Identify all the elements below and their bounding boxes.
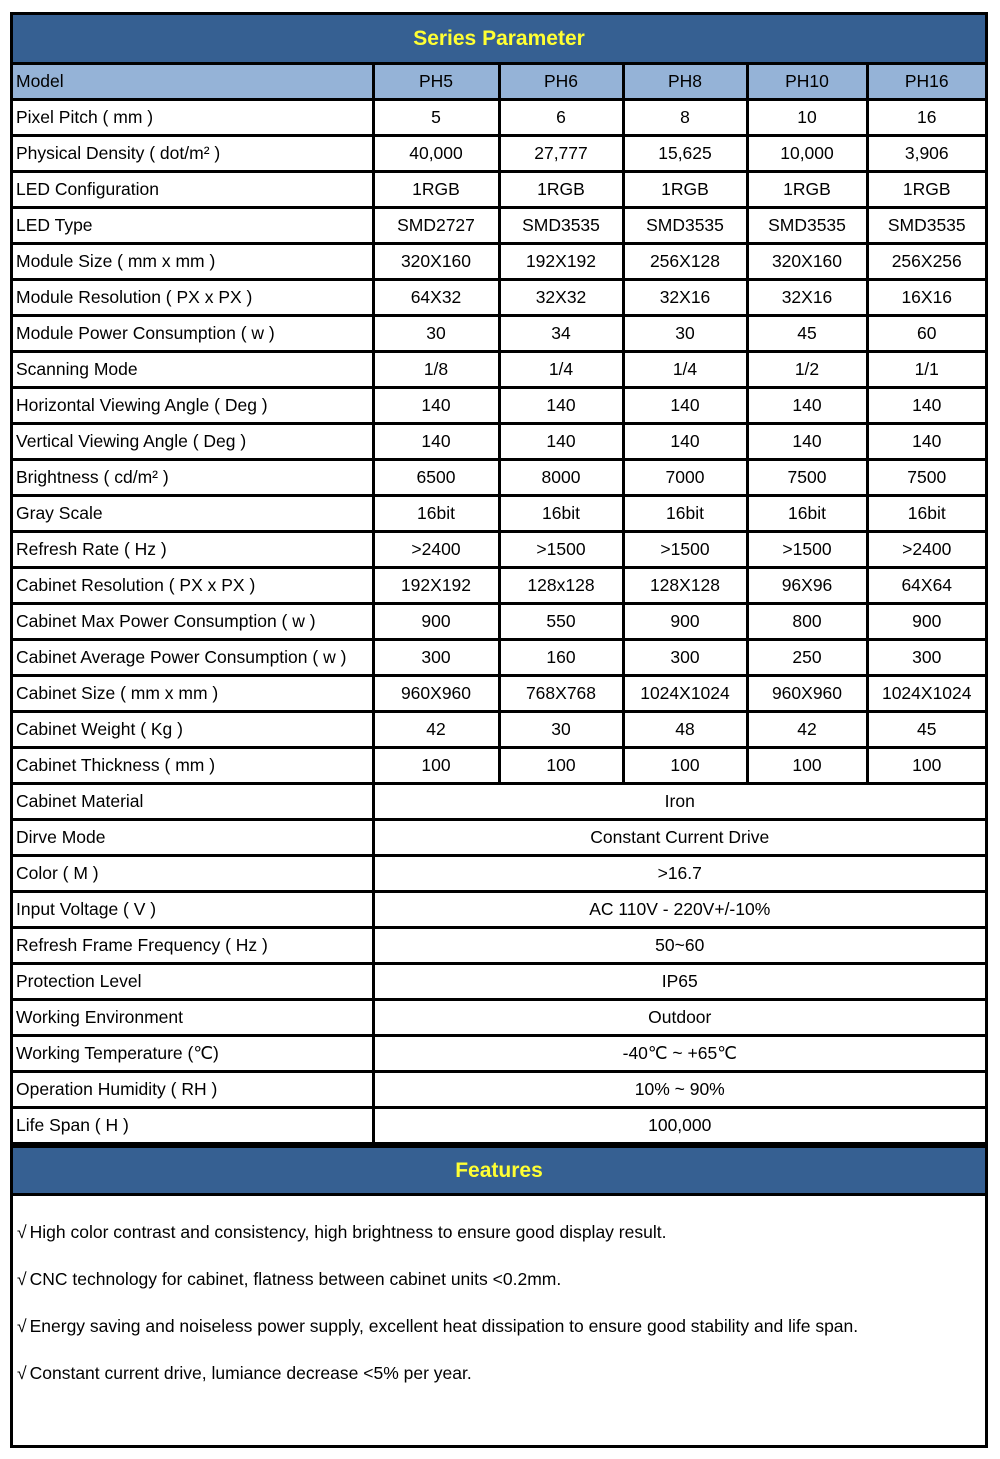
- parameter-value: 100: [747, 748, 867, 784]
- parameter-label: Working Temperature (℃): [13, 1036, 373, 1072]
- parameter-value-shared: Constant Current Drive: [373, 820, 985, 856]
- feature-item: [17, 1220, 985, 1267]
- parameter-label: Cabinet Weight ( Kg ): [13, 712, 373, 748]
- parameter-value: 1RGB: [747, 172, 867, 208]
- parameter-label: Pixel Pitch ( mm ): [13, 100, 373, 136]
- checkmark-icon: √: [17, 1269, 27, 1289]
- spec-sheet: [10, 12, 988, 1448]
- parameter-value: 3,906: [867, 136, 985, 172]
- parameter-value-shared: IP65: [373, 964, 985, 1000]
- feature-item: [17, 1314, 985, 1361]
- parameter-value: 10: [747, 100, 867, 136]
- parameter-table-body: [13, 65, 985, 1144]
- feature-text: High color contrast and consistency, high brightness to ensure good display result.: [29, 1222, 667, 1242]
- parameter-value: 60: [867, 316, 985, 352]
- table-row: [13, 208, 985, 244]
- parameter-value: 900: [867, 604, 985, 640]
- parameter-value: 1024X1024: [867, 676, 985, 712]
- model-name: PH8: [623, 65, 747, 100]
- parameter-value: 5: [373, 100, 499, 136]
- parameter-value: 15,625: [623, 136, 747, 172]
- table-row-shared: [13, 892, 985, 928]
- model-name: PH5: [373, 65, 499, 100]
- parameter-value: 140: [373, 388, 499, 424]
- parameter-value-shared: Outdoor: [373, 1000, 985, 1036]
- parameter-value: SMD3535: [623, 208, 747, 244]
- parameter-value-shared: 100,000: [373, 1108, 985, 1144]
- parameter-value: 140: [623, 388, 747, 424]
- feature-item: [17, 1361, 985, 1408]
- parameter-label: Life Span ( H ): [13, 1108, 373, 1144]
- parameter-value: 100: [499, 748, 623, 784]
- table-row: [13, 604, 985, 640]
- parameter-value: 8000: [499, 460, 623, 496]
- parameter-value: 100: [867, 748, 985, 784]
- parameter-value-shared: AC 110V - 220V+/-10%: [373, 892, 985, 928]
- parameter-value: SMD3535: [747, 208, 867, 244]
- parameter-label: Module Resolution ( PX x PX ): [13, 280, 373, 316]
- parameter-value: 64X64: [867, 568, 985, 604]
- table-row-shared: [13, 1036, 985, 1072]
- parameter-value: SMD3535: [867, 208, 985, 244]
- parameter-value: 1/1: [867, 352, 985, 388]
- features-title: Features: [455, 1158, 543, 1182]
- features-header: [13, 1145, 985, 1196]
- parameter-value: 1RGB: [623, 172, 747, 208]
- checkmark-icon: √: [17, 1316, 27, 1336]
- parameter-value: 1RGB: [499, 172, 623, 208]
- parameter-value: 45: [867, 712, 985, 748]
- parameter-value-shared: -40℃ ~ +65℃: [373, 1036, 985, 1072]
- parameter-value: 900: [373, 604, 499, 640]
- parameter-value: >1500: [623, 532, 747, 568]
- parameter-value: >2400: [373, 532, 499, 568]
- parameter-value: 300: [623, 640, 747, 676]
- feature-item: [17, 1267, 985, 1314]
- parameter-value-shared: Iron: [373, 784, 985, 820]
- parameter-value: 32X16: [747, 280, 867, 316]
- model-header-row: [13, 65, 985, 100]
- parameter-label: Brightness ( cd/m² ): [13, 460, 373, 496]
- checkmark-icon: √: [17, 1363, 27, 1383]
- parameter-value: 900: [623, 604, 747, 640]
- parameter-label: LED Type: [13, 208, 373, 244]
- checkmark-icon: √: [17, 1222, 27, 1242]
- table-row: [13, 568, 985, 604]
- parameter-label: Working Environment: [13, 1000, 373, 1036]
- parameter-value: 10,000: [747, 136, 867, 172]
- parameter-value: SMD2727: [373, 208, 499, 244]
- parameter-value-shared: 50~60: [373, 928, 985, 964]
- feature-text: Energy saving and noiseless power supply, excellent heat dissipation to ensure good stability and life span.: [29, 1316, 859, 1336]
- parameter-value: 140: [747, 388, 867, 424]
- parameter-value: 7500: [747, 460, 867, 496]
- parameter-label: Gray Scale: [13, 496, 373, 532]
- parameter-label: LED Configuration: [13, 172, 373, 208]
- parameter-value-shared: 10% ~ 90%: [373, 1072, 985, 1108]
- feature-text: Constant current drive, lumiance decrease <5% per year.: [29, 1363, 472, 1383]
- parameter-value: 800: [747, 604, 867, 640]
- parameter-label: Module Power Consumption ( w ): [13, 316, 373, 352]
- parameter-value: 16bit: [623, 496, 747, 532]
- parameter-value: 140: [867, 388, 985, 424]
- parameter-value: >1500: [747, 532, 867, 568]
- parameter-value: 140: [623, 424, 747, 460]
- table-row: [13, 136, 985, 172]
- series-parameter-header: [13, 15, 985, 65]
- parameter-value: 30: [623, 316, 747, 352]
- parameter-label: Cabinet Thickness ( mm ): [13, 748, 373, 784]
- parameter-label: Horizontal Viewing Angle ( Deg ): [13, 388, 373, 424]
- parameter-label: Protection Level: [13, 964, 373, 1000]
- parameter-value: 34: [499, 316, 623, 352]
- parameter-value: 140: [747, 424, 867, 460]
- parameter-value: 100: [373, 748, 499, 784]
- parameter-label: Vertical Viewing Angle ( Deg ): [13, 424, 373, 460]
- parameter-value: 40,000: [373, 136, 499, 172]
- parameter-value: 48: [623, 712, 747, 748]
- table-row: [13, 424, 985, 460]
- parameter-value: 30: [499, 712, 623, 748]
- parameter-value: 45: [747, 316, 867, 352]
- parameter-value: 140: [499, 424, 623, 460]
- table-row-shared: [13, 928, 985, 964]
- table-row: [13, 388, 985, 424]
- parameter-value: 16: [867, 100, 985, 136]
- parameter-label: Cabinet Material: [13, 784, 373, 820]
- parameter-label: Input Voltage ( V ): [13, 892, 373, 928]
- parameter-value: 16bit: [867, 496, 985, 532]
- parameter-value: 16bit: [373, 496, 499, 532]
- parameter-label: Dirve Mode: [13, 820, 373, 856]
- table-row-shared: [13, 1108, 985, 1144]
- parameter-value: 960X960: [373, 676, 499, 712]
- table-row: [13, 172, 985, 208]
- table-row: [13, 460, 985, 496]
- table-row-shared: [13, 856, 985, 892]
- table-row: [13, 244, 985, 280]
- parameter-label: Module Size ( mm x mm ): [13, 244, 373, 280]
- parameter-value: 16bit: [747, 496, 867, 532]
- parameter-value: SMD3535: [499, 208, 623, 244]
- parameter-label: Refresh Frame Frequency ( Hz ): [13, 928, 373, 964]
- table-row-shared: [13, 784, 985, 820]
- parameter-label: Cabinet Max Power Consumption ( w ): [13, 604, 373, 640]
- parameter-label: Color ( M ): [13, 856, 373, 892]
- parameter-value: 1/2: [747, 352, 867, 388]
- parameter-value: 300: [867, 640, 985, 676]
- parameter-value: 16X16: [867, 280, 985, 316]
- parameter-value: 16bit: [499, 496, 623, 532]
- parameter-value: 7000: [623, 460, 747, 496]
- parameter-value: 6: [499, 100, 623, 136]
- parameter-value: 1RGB: [867, 172, 985, 208]
- table-row: [13, 280, 985, 316]
- parameter-value: 300: [373, 640, 499, 676]
- parameter-value: 1/4: [623, 352, 747, 388]
- features-list: [13, 1196, 985, 1408]
- parameter-value: 42: [747, 712, 867, 748]
- parameter-value: 320X160: [373, 244, 499, 280]
- parameter-value: 1/8: [373, 352, 499, 388]
- table-row: [13, 496, 985, 532]
- parameter-value: 768X768: [499, 676, 623, 712]
- table-row: [13, 748, 985, 784]
- parameter-value: 192X192: [373, 568, 499, 604]
- parameter-value: 550: [499, 604, 623, 640]
- table-row-shared: [13, 1000, 985, 1036]
- parameter-value: 256X256: [867, 244, 985, 280]
- parameter-value: 64X32: [373, 280, 499, 316]
- parameter-value: 42: [373, 712, 499, 748]
- parameter-value: 128x128: [499, 568, 623, 604]
- model-name: PH16: [867, 65, 985, 100]
- feature-text: CNC technology for cabinet, flatness between cabinet units <0.2mm.: [29, 1269, 562, 1289]
- parameter-value: 128X128: [623, 568, 747, 604]
- parameter-value: 30: [373, 316, 499, 352]
- parameter-value: 27,777: [499, 136, 623, 172]
- parameter-value: >2400: [867, 532, 985, 568]
- table-row: [13, 532, 985, 568]
- model-label: Model: [13, 65, 373, 100]
- parameter-value: 160: [499, 640, 623, 676]
- parameter-value: 96X96: [747, 568, 867, 604]
- page-title: Series Parameter: [413, 26, 585, 50]
- parameter-label: Operation Humidity ( RH ): [13, 1072, 373, 1108]
- parameter-value: 1RGB: [373, 172, 499, 208]
- parameter-value: 1/4: [499, 352, 623, 388]
- model-name: PH10: [747, 65, 867, 100]
- table-row-shared: [13, 820, 985, 856]
- parameter-value: 960X960: [747, 676, 867, 712]
- parameter-value-shared: >16.7: [373, 856, 985, 892]
- parameter-value: 192X192: [499, 244, 623, 280]
- parameter-value: 320X160: [747, 244, 867, 280]
- parameter-value: 140: [867, 424, 985, 460]
- table-row-shared: [13, 1072, 985, 1108]
- parameter-value: 256X128: [623, 244, 747, 280]
- table-row: [13, 640, 985, 676]
- parameter-table: [13, 65, 985, 1145]
- parameter-label: Cabinet Resolution ( PX x PX ): [13, 568, 373, 604]
- table-row-shared: [13, 964, 985, 1000]
- parameter-label: Cabinet Average Power Consumption ( w ): [13, 640, 373, 676]
- table-row: [13, 712, 985, 748]
- table-row: [13, 316, 985, 352]
- parameter-value: 140: [373, 424, 499, 460]
- parameter-label: Scanning Mode: [13, 352, 373, 388]
- parameter-value: 8: [623, 100, 747, 136]
- parameter-label: Physical Density ( dot/m² ): [13, 136, 373, 172]
- parameter-value: 7500: [867, 460, 985, 496]
- table-row: [13, 352, 985, 388]
- parameter-value: >1500: [499, 532, 623, 568]
- parameter-value: 32X32: [499, 280, 623, 316]
- parameter-value: 1024X1024: [623, 676, 747, 712]
- parameter-value: 100: [623, 748, 747, 784]
- parameter-value: 32X16: [623, 280, 747, 316]
- parameter-label: Refresh Rate ( Hz ): [13, 532, 373, 568]
- model-name: PH6: [499, 65, 623, 100]
- parameter-label: Cabinet Size ( mm x mm ): [13, 676, 373, 712]
- parameter-value: 140: [499, 388, 623, 424]
- table-row: [13, 676, 985, 712]
- parameter-value: 250: [747, 640, 867, 676]
- parameter-value: 6500: [373, 460, 499, 496]
- table-row: [13, 100, 985, 136]
